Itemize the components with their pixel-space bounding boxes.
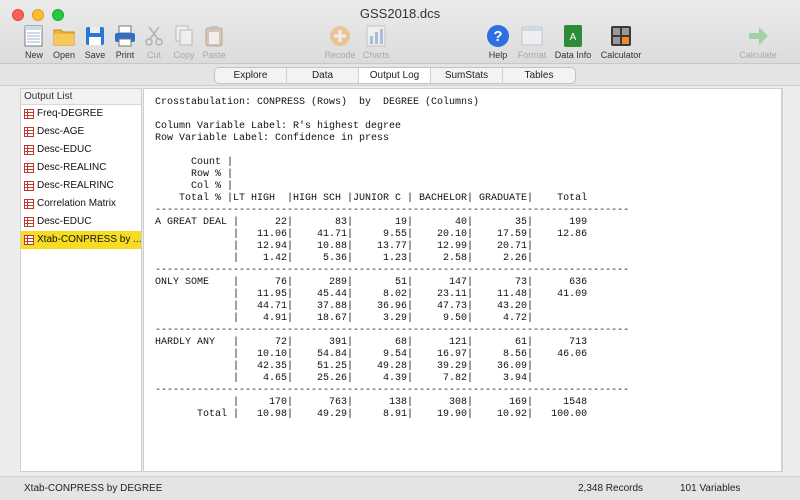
calculator-icon bbox=[609, 24, 633, 48]
output-line: ------------------------------------------------------------------------------- bbox=[155, 205, 630, 216]
output-line: | 1.42| 5.36| 1.23| 2.58| 2.26| bbox=[155, 253, 534, 264]
output-line: Row % | bbox=[155, 169, 234, 180]
output-line: | 11.06| 41.71| 9.55| 20.10| 17.59| 12.86 bbox=[155, 229, 588, 240]
output-list-item-label: Correlation Matrix bbox=[37, 198, 116, 209]
table-document-icon bbox=[24, 181, 34, 191]
new-label: New bbox=[24, 50, 43, 60]
data-info-icon bbox=[561, 24, 585, 48]
output-line: ONLY SOME | 76| 289| 51| 147| 73| 636 bbox=[155, 277, 588, 288]
recode-label: Recode bbox=[324, 50, 356, 60]
status-records: 2,348 Records bbox=[578, 483, 644, 494]
data-info-button[interactable] bbox=[551, 24, 595, 60]
charts-button[interactable] bbox=[354, 24, 398, 60]
output-list-item[interactable] bbox=[21, 195, 141, 213]
output-line: Total | 10.98| 49.29| 8.91| 19.90| 10.92| 100.00 bbox=[155, 409, 588, 420]
charts-icon bbox=[364, 24, 388, 48]
output-list-header: Output List bbox=[21, 89, 141, 105]
output-line: Total % |LT HIGH |HIGH SCH |JUNIOR C | BACHELOR| GRADUATE| Total bbox=[155, 193, 588, 204]
format-button[interactable] bbox=[510, 24, 554, 60]
print-label: Print bbox=[115, 50, 135, 60]
output-list-item[interactable] bbox=[21, 123, 141, 141]
calculate-button[interactable] bbox=[736, 24, 780, 60]
tab-tables[interactable]: Tables bbox=[524, 70, 554, 81]
cut-label: Cut bbox=[146, 50, 161, 60]
data-info-label: Data Info bbox=[554, 50, 592, 60]
output-list-item[interactable] bbox=[21, 177, 141, 195]
output-list-item-label: Desc-EDUC bbox=[37, 216, 92, 227]
tab-sumstats[interactable]: SumStats bbox=[431, 68, 503, 83]
table-document-icon bbox=[24, 217, 34, 227]
paste-label: Paste bbox=[202, 50, 226, 60]
output-line: | 4.65| 25.26| 4.39| 7.82| 3.94| bbox=[155, 373, 534, 384]
format-label: Format bbox=[517, 50, 547, 60]
status-variables: 101 Variables bbox=[680, 483, 741, 494]
output-line: Row Variable Label: Confidence in press bbox=[155, 133, 390, 144]
output-scrollbar[interactable] bbox=[782, 88, 790, 472]
output-line: Crosstabulation: CONPRESS (Rows) by DEGREE (Columns) bbox=[155, 97, 480, 108]
open-label: Open bbox=[52, 50, 76, 60]
svg-text:?: ? bbox=[493, 28, 503, 45]
output-list-item-label: Freq-DEGREE bbox=[37, 108, 104, 119]
output-list-item[interactable] bbox=[21, 213, 141, 231]
view-tabs bbox=[214, 67, 576, 84]
calculate-label: Calculate bbox=[739, 50, 777, 60]
calculator-button[interactable] bbox=[599, 24, 643, 60]
clipboard-icon bbox=[202, 24, 226, 48]
table-document-icon bbox=[24, 199, 34, 209]
output-list-item[interactable] bbox=[21, 159, 141, 177]
status-current-output: Xtab-CONPRESS by DEGREE bbox=[24, 483, 163, 494]
svg-text:A: A bbox=[569, 32, 577, 43]
copy-label: Copy bbox=[173, 50, 195, 60]
output-line: Col % | bbox=[155, 181, 234, 192]
help-label: Help bbox=[488, 50, 508, 60]
table-document-icon bbox=[24, 163, 34, 173]
help-question-icon bbox=[486, 24, 510, 48]
table-document-icon bbox=[24, 145, 34, 155]
output-line: | 11.95| 45.44| 8.02| 23.11| 11.48| 41.09 bbox=[155, 289, 588, 300]
format-window-icon bbox=[520, 24, 544, 48]
output-line: ------------------------------------------------------------------------------- bbox=[155, 385, 630, 396]
status-bar bbox=[0, 476, 800, 500]
output-line: A GREAT DEAL | 22| 83| 19| 40| 35| 199 bbox=[155, 217, 588, 228]
output-list-item-label: Desc-REALRINC bbox=[37, 180, 114, 191]
output-line: | 4.91| 18.67| 3.29| 9.50| 4.72| bbox=[155, 313, 534, 324]
output-line: | 44.71| 37.88| 36.96| 47.73| 43.20| bbox=[155, 301, 534, 312]
output-list-item[interactable] bbox=[21, 231, 141, 249]
calculator-label: Calculator bbox=[600, 50, 642, 60]
table-document-icon bbox=[24, 235, 34, 245]
output-line: | 10.10| 54.84| 9.54| 16.97| 8.56| 46.06 bbox=[155, 349, 588, 360]
output-line: | 12.94| 10.88| 13.77| 12.99| 20.71| bbox=[155, 241, 534, 252]
charts-label: Charts bbox=[362, 50, 390, 60]
output-list-item[interactable] bbox=[21, 141, 141, 159]
output-line: Count | bbox=[155, 157, 234, 168]
output-list-item-label: Desc-AGE bbox=[37, 126, 85, 137]
recode-plus-icon bbox=[328, 24, 352, 48]
window-title: GSS2018.dcs bbox=[359, 6, 441, 21]
table-document-icon bbox=[24, 127, 34, 137]
arrow-right-icon bbox=[746, 24, 770, 48]
save-label: Save bbox=[84, 50, 106, 60]
output-log-pane[interactable] bbox=[143, 88, 782, 472]
output-line: HARDLY ANY | 72| 391| 68| 121| 61| 713 bbox=[155, 337, 588, 348]
output-list-item-label: Desc-EDUC bbox=[37, 144, 92, 155]
tab-data[interactable]: Data bbox=[287, 68, 359, 83]
tab-bar bbox=[0, 64, 800, 86]
output-list-item[interactable] bbox=[21, 105, 141, 123]
output-list-sidebar bbox=[20, 88, 142, 472]
tab-output-log[interactable]: Output Log bbox=[359, 68, 431, 83]
title-bar bbox=[0, 0, 800, 64]
output-line: ------------------------------------------------------------------------------- bbox=[155, 325, 630, 336]
output-line: Column Variable Label: R's highest degree bbox=[155, 121, 402, 132]
output-line: ------------------------------------------------------------------------------- bbox=[155, 265, 630, 276]
table-document-icon bbox=[24, 109, 34, 119]
output-list-item-label: Xtab-CONPRESS by ... bbox=[37, 234, 141, 245]
output-list-item-label: Desc-REALINC bbox=[37, 162, 107, 173]
output-line: | 170| 763| 138| 308| 169| 1548 bbox=[155, 397, 588, 408]
output-line: | 42.35| 51.25| 49.28| 39.29| 36.09| bbox=[155, 361, 534, 372]
paste-button[interactable] bbox=[192, 24, 236, 60]
tab-explore[interactable]: Explore bbox=[215, 68, 287, 83]
